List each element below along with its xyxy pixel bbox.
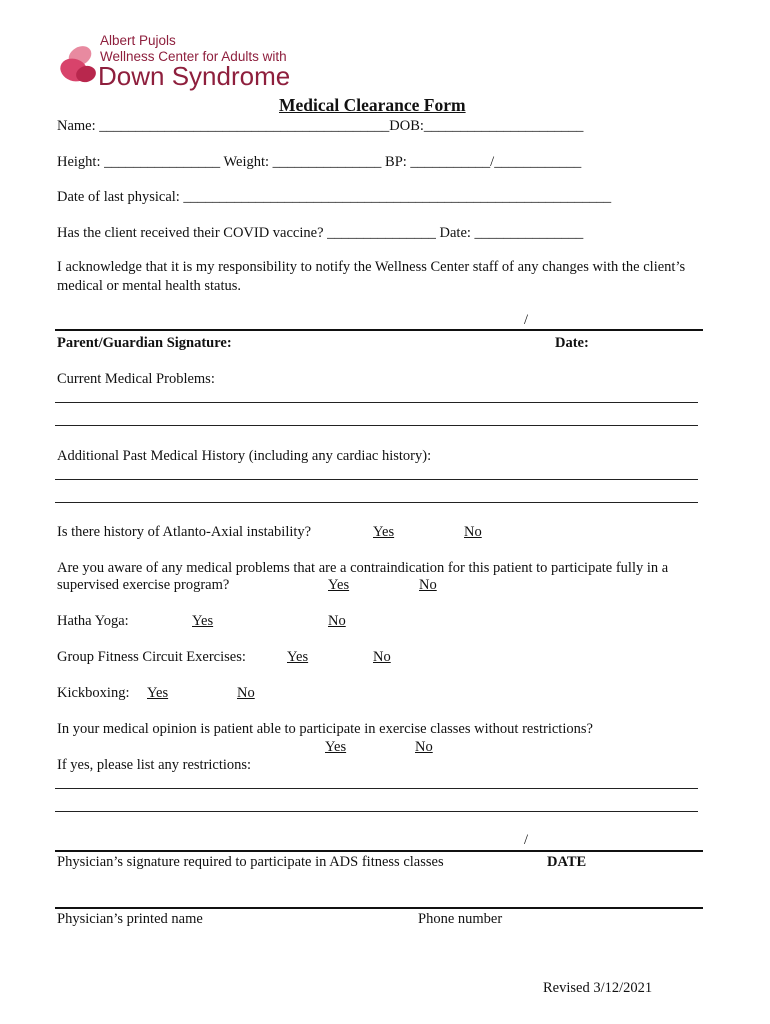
phone-number-label: Phone number: [418, 911, 503, 927]
parent-signature-line[interactable]: [55, 329, 703, 331]
past-history-line-1[interactable]: [55, 479, 698, 480]
contraindication-no-option[interactable]: No: [419, 577, 437, 593]
acknowledgement-text: I acknowledge that it is my responsibility to notify the Wellness Center staff of any changes with the client’s medical or mental health status.: [57, 259, 686, 294]
parent-date-label: Date:: [555, 335, 589, 351]
current-problems-label: Current Medical Problems:: [57, 371, 215, 387]
past-history-label: Additional Past Medical History (including any cardiac history):: [57, 448, 432, 464]
physician-date-label: DATE: [547, 854, 587, 870]
atlanto-yes-option[interactable]: Yes: [373, 524, 395, 540]
current-problems-line-1[interactable]: [55, 402, 698, 403]
contraindication-question-line-1: Are you aware of any medical problems that are a contraindication for this patient to participate fully in a: [57, 560, 669, 576]
name-dob-field[interactable]: Name: ________________________________________DOB:______________________: [57, 118, 584, 134]
wellness-center-logo: [58, 28, 298, 98]
logo-line-3: Down Syndrome: [98, 61, 291, 91]
physician-date-slash: /: [524, 832, 529, 848]
printed-name-label: Physician’s printed name: [57, 911, 203, 927]
kickboxing-no-option[interactable]: No: [237, 685, 255, 701]
hatha-yes-option[interactable]: Yes: [192, 613, 214, 629]
restrictions-line-1[interactable]: [55, 788, 698, 789]
hatha-no-option[interactable]: No: [328, 613, 346, 629]
group-fitness-yes-option[interactable]: Yes: [287, 649, 309, 665]
physician-signature-label: Physician’s signature required to participate in ADS fitness classes: [57, 854, 444, 870]
logo-line-2: Wellness Center for Adults with: [100, 49, 287, 64]
current-problems-line-2[interactable]: [55, 425, 698, 426]
opinion-yes-option[interactable]: Yes: [325, 739, 347, 755]
group-fitness-label: Group Fitness Circuit Exercises:: [57, 649, 246, 665]
revised-date: Revised 3/12/2021: [543, 980, 653, 996]
atlanto-question: Is there history of Atlanto-Axial instability?: [57, 524, 312, 540]
last-physical-field[interactable]: Date of last physical: ___________________________________________________________: [57, 189, 612, 205]
logo-line-1: Albert Pujols: [100, 33, 176, 48]
form-title: Medical Clearance Form: [279, 95, 466, 115]
date-slash: /: [524, 312, 529, 328]
restrictions-label: If yes, please list any restrictions:: [57, 757, 252, 773]
contraindication-question-line-2: supervised exercise program?: [57, 577, 230, 593]
contraindication-yes-option[interactable]: Yes: [328, 577, 350, 593]
restrictions-line-2[interactable]: [55, 811, 698, 812]
printed-name-line[interactable]: [55, 907, 703, 909]
medical-opinion-question: In your medical opinion is patient able to participate in exercise classes without restrictions?: [57, 721, 593, 737]
group-fitness-no-option[interactable]: No: [373, 649, 391, 665]
kickboxing-yes-option[interactable]: Yes: [147, 685, 169, 701]
parent-signature-label: Parent/Guardian Signature:: [57, 335, 232, 351]
atlanto-no-option[interactable]: No: [464, 524, 482, 540]
physician-signature-line[interactable]: [55, 850, 703, 852]
hatha-yoga-label: Hatha Yoga:: [57, 613, 129, 629]
covid-vaccine-field[interactable]: Has the client received their COVID vaccine? _______________ Date: _______________: [57, 225, 584, 241]
height-weight-bp-field[interactable]: Height: ________________ Weight: _______________ BP: ___________/____________: [57, 154, 582, 170]
kickboxing-label: Kickboxing:: [57, 685, 130, 701]
heart-leaves-icon: [58, 28, 102, 98]
opinion-no-option[interactable]: No: [415, 739, 433, 755]
past-history-line-2[interactable]: [55, 502, 698, 503]
